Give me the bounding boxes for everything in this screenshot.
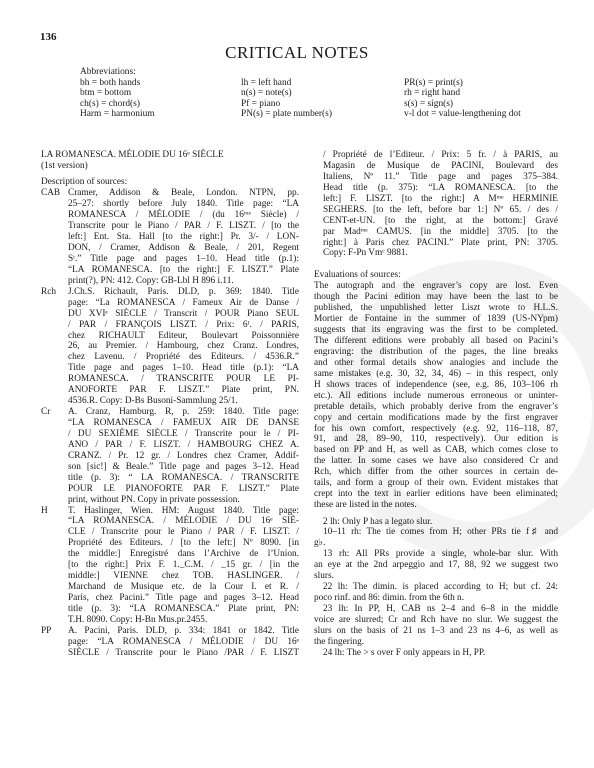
- source-entry: [41, 407, 299, 505]
- source-line: A. Cranz, Hamburg. R, p. 259: 1840. Title page:: [68, 407, 299, 418]
- abbreviations-block: [80, 67, 550, 120]
- abbreviations-table: [80, 78, 550, 120]
- source-entry: [41, 506, 299, 626]
- source-line: print, without PN. Copy in private possession.: [68, 494, 240, 505]
- source-line: Transcrite pour le Piano / PAR / F. LISZT. / [to the: [68, 221, 299, 232]
- source-line: A. Pacini, Paris. DLD, p. 334: 1841 or 1842. Title: [68, 625, 299, 636]
- evaluation-line: H shows traces of independence (see, e.g. 86, 103–106 rh: [314, 379, 558, 390]
- source-line: SEGHERS. [to the left, before bar 1:] Nº 65. / des /: [323, 204, 558, 215]
- source-line: ANO / PAR / F. LISZT. / HAMBOURG CHEZ A.: [68, 439, 299, 450]
- source-line: T. Haslinger, Wien. HM: August 1840. Title page:: [68, 505, 299, 516]
- abbreviation-entry: v-l dot = value-lengthening dot: [404, 109, 521, 120]
- note-line: an eye at the 2nd arpeggio and 17, 88, 92 we suggest two: [314, 560, 558, 571]
- source-line: page: “La ROMANESCA / Fameux Air de Danse /: [68, 297, 299, 308]
- note-line: poco rinf. and 86: dimin. from the 6th n.: [314, 593, 465, 604]
- source-line: POUR LE PIANOFORTE PAR F. LISZT.” Plate: [68, 483, 299, 494]
- source-line: / PAR / FRANÇOIS LISZT. / Prix: 6ᶠ. / PARIS,: [68, 319, 299, 330]
- note-line: slurs on the basis of 21 ns 1–3 and 23 ns 4–6, as well as: [314, 625, 558, 636]
- evaluation-line: though the Pacini edition may have been the last to be: [314, 292, 558, 303]
- source-line: CLE / Transcrite pour le Piano / PAR / F. LISZT. /: [68, 527, 299, 538]
- source-description: [68, 287, 299, 407]
- abbreviation-entry: n(s) = note(s): [241, 88, 292, 99]
- pp-source-continuation: [314, 150, 558, 259]
- evaluation-heading: Evaluations of sources:: [314, 270, 401, 281]
- source-siglum: H: [41, 505, 48, 516]
- source-line: / Propriété de l’Editeur. / Prix: 5 fr. / à PARIS, au: [323, 150, 558, 160]
- source-line: son [sic!] & Beale.” Title page and pages 3–12. Head: [68, 461, 299, 472]
- abbreviation-entry: Pf = piano: [241, 98, 281, 109]
- source-line: Paris, chez Pacini.” Title page and pages 3–12. Head: [68, 593, 299, 603]
- source-line: Copy: F-Pn Vmᶜ 9881.: [323, 248, 408, 259]
- evaluation-line: Rch, which differ from the other sources in certain de-: [314, 467, 558, 478]
- source-siglum: Rch: [41, 286, 56, 297]
- source-line: J.Ch.S. Richault, Paris. DLD, p. 369: 1840. Title: [68, 286, 299, 297]
- critical-note: [314, 549, 558, 582]
- evaluation-line: suggests that its engraving was the first to be completed.: [314, 325, 558, 336]
- source-line: title (p. 3): “ LA ROMANESCA. / TRANSCRITE: [68, 472, 299, 483]
- sources-list: [41, 188, 299, 658]
- note-line: the fingering.: [314, 636, 365, 647]
- note-line: 24 lh: The > s over F only appears in H, PP.: [323, 647, 486, 658]
- source-line: ROMANESCA. / TRANSCRITE POUR LE PI-: [68, 374, 299, 385]
- evaluation-line: crept into the text in earlier editions have been eliminated;: [314, 489, 558, 500]
- section-title: LA ROMANESCA. MÉLODIE DU 16ᵉ SIÈCLE: [41, 150, 224, 160]
- source-line: Cramer, Addison & Beale, London. NTPN, pp.: [68, 188, 299, 199]
- source-line: Sᵗ.” Title page and pages 1–10. Head title (p.1):: [68, 253, 299, 264]
- source-line: “LA ROMANESCA / FAMEUX AIR DE DANSE: [68, 418, 299, 428]
- source-line: title (p. 3): “LA ROMANESCA.” Plate print, PN:: [68, 603, 299, 614]
- source-line: 26, au Premier. / Hambourg, chez Cranz. Londres,: [68, 341, 299, 352]
- critical-note: [314, 582, 558, 604]
- source-line: chez RICHAULT Editeur, Boulevart Poissonnière: [68, 330, 299, 341]
- source-description: [68, 506, 299, 626]
- evaluation-line: engraving: the distribution of the pages, the line breaks: [314, 346, 558, 357]
- source-line: SIÈCLE / Transcrite pour le Piano /PAR / F. LISZT: [68, 647, 299, 658]
- source-description: [68, 188, 299, 286]
- source-line: DU XVIᵉ SIÈCLE / Transcrit / POUR Piano SEUL: [68, 308, 299, 319]
- abbreviation-entry: ch(s) = chord(s): [80, 98, 140, 109]
- abbreviations-heading: Abbreviations:: [80, 67, 136, 77]
- source-siglum: Cr: [41, 407, 51, 418]
- version-label: (1st version): [41, 160, 88, 171]
- source-entry: [41, 626, 299, 659]
- abbreviation-entry: rh = right hand: [404, 88, 461, 99]
- critical-note: [314, 648, 558, 659]
- evaluation-line: pretable details, which probably derive from the engraver’s: [314, 401, 558, 412]
- notes-list: [314, 517, 558, 659]
- source-entry: [41, 287, 299, 407]
- source-line: the middle:] Enregistré dans l’Archive de l’Union.: [68, 549, 299, 560]
- source-line: T.H. 8090. Copy: H-Bn Mus.pr.2455.: [68, 614, 208, 625]
- note-line: voice are slurred; Cr and Rch have no slur. We suggest the: [314, 614, 558, 625]
- source-line: Propriété des Editeurs. / [to the left:] Nº 8090. [in: [68, 538, 299, 549]
- source-line: “LA ROMANESCA. / MÉLODIE / DU 16ᵉ SIÈ-: [68, 516, 299, 527]
- source-line: Marchand de Musique etc. de la Cour I. et R. /: [68, 582, 299, 593]
- evaluation-paragraph: [314, 281, 558, 511]
- abbreviation-row: [80, 88, 550, 99]
- source-line: left:] F. LISZT. [to the right:] A Mᵐᵉ HERMINIE: [323, 193, 558, 204]
- note-line: g♭.: [314, 538, 326, 549]
- source-line: / DU SEXIÈME SIÈCLE / Transcrite pour le / PI-: [68, 428, 299, 439]
- abbreviation-entry: PR(s) = print(s): [404, 77, 463, 88]
- evaluation-line: The different editions were probably all based on Pacini’s: [314, 336, 558, 346]
- evaluation-line: copy and certain modifications made by the first engraver: [314, 412, 558, 423]
- abbreviation-entry: bh = both hands: [80, 77, 141, 88]
- evaluation-line: these are listed in the notes.: [314, 500, 417, 511]
- source-entry: [41, 188, 299, 286]
- source-line: left:] Ent. Sta. Hall [to the right:] Pr. 3/- / LON-: [68, 232, 299, 243]
- source-line: 4536.R. Copy: D-Bs Busoni-Sammlung 25/1.: [68, 396, 238, 407]
- evaluation-line: based on PP and H, as well as CAB, which comes close to: [314, 445, 558, 456]
- source-line: Italiens, Nº 11.” Title page and pages 375–384.: [323, 171, 558, 182]
- evaluation-line: published, the unpublished letter Liszt wrote to H.L.S.: [314, 303, 558, 314]
- source-line: chez Lavenu. / Propriété des Editeurs. / 4536.R.”: [68, 352, 299, 363]
- abbreviation-entry: Harm = harmonium: [80, 109, 155, 120]
- abbreviation-row: [80, 78, 550, 89]
- evaluation-line: the latter. In some cases we have also considered Cr and: [314, 456, 558, 467]
- abbreviation-entry: PN(s) = plate number(s): [241, 109, 332, 120]
- source-line: 25–27: shortly before July 1840. Title page: “LA: [68, 199, 299, 210]
- source-line: middle:] VIENNE chez TOB. HASLINGER. /: [68, 571, 299, 582]
- evaluation-line: The autograph and the engraver’s copy are lost. Even: [314, 281, 558, 292]
- source-line: Head title (p. 375): “LA ROMANESCA. [to the: [323, 182, 558, 193]
- note-line: slurs.: [314, 571, 334, 582]
- source-line: “LA ROMANESCA. [to the right:] F. LISZT.” Plate: [68, 264, 299, 275]
- evaluation-line: 91, and 28, 89–90, 110, respectively). Our edition is: [314, 434, 558, 445]
- page-title: CRITICAL NOTES: [225, 43, 369, 62]
- evaluation-line: Mortier de Fontaine in the summer of 1839 (US-NYpm): [314, 314, 558, 325]
- abbreviation-row: [80, 109, 550, 120]
- source-siglum: CAB: [41, 188, 61, 199]
- evaluation-line: and other formal details show analogies and include the: [314, 357, 558, 368]
- source-line: ANOFORTE PAR F. LISZT.” Plate print, PN.: [68, 385, 299, 396]
- note-line: 13 rh: All PRs provide a single, whole-bar slur. With: [323, 549, 558, 560]
- evaluation-line: etc.). All editions include numerous erroneous or uninter-: [314, 390, 558, 401]
- source-line: DON, / Cramer, Addison & Beale, / 201, Regent: [68, 243, 299, 253]
- abbreviation-entry: s(s) = sign(s): [404, 98, 454, 109]
- right-column: [314, 150, 558, 659]
- page-number: 136: [40, 31, 57, 43]
- source-line: page: “LA ROMANESCA / MÉLODIE / DU 16ᵉ: [68, 636, 299, 647]
- note-line: 23 lh: In PP, H, CAB ns 2–4 and 6–8 in the middle: [323, 604, 558, 614]
- source-description: [68, 626, 299, 659]
- source-line: ROMANESCA / MÉLODIE / (du 16ᵐᵉ Siècle) /: [68, 210, 299, 221]
- source-line: print(?), PN: 412. Copy: GB-Lbl H 896 i.11.: [68, 275, 234, 286]
- source-line: Magasin de Musique de PACINI, Boulevard des: [323, 160, 558, 171]
- critical-note: [314, 604, 558, 648]
- evaluation-line: tails, and form a group of their own. Evident mistakes that: [314, 478, 558, 489]
- source-line: CRANZ. / Pr. 12 gr. / Londres chez Cramer, Addif-: [68, 450, 299, 461]
- source-line: right:] à Paris chez PACINI.” Plate print, PN: 3705.: [323, 237, 558, 248]
- source-line: par Madᵐᵉ CAMUS. [in the middle] 3705. [to the: [323, 226, 558, 237]
- abbreviation-entry: btm = bottom: [80, 88, 132, 99]
- note-line: 10–11 rh: The tie comes from H; other PRs tie f♯ and: [323, 527, 558, 538]
- source-line: Title page and pages 1–10. Head title (p.1): “LA: [68, 363, 299, 374]
- abbreviation-entry: lh = left hand: [241, 77, 292, 88]
- note-line: 2 lh: Only P has a legato slur.: [323, 516, 433, 527]
- note-line: 22 lh: The dimin. is placed according to H; but cf. 24:: [323, 582, 558, 593]
- critical-note: [314, 527, 558, 549]
- abbreviation-row: [80, 99, 550, 110]
- source-line: CENT-et-UN. [to the right, at the bottom:] Gravé: [323, 215, 558, 226]
- description-heading: Description of sources:: [41, 177, 128, 188]
- source-line: [to the right:] Prix F. 1._C.M. / _15 gr. / [in the: [68, 560, 299, 571]
- left-column: [41, 150, 299, 659]
- source-description: [68, 407, 299, 505]
- critical-note: [314, 517, 558, 528]
- source-siglum: PP: [41, 625, 52, 636]
- evaluation-line: for his own comfort, respectively (e.g. 92, 116–118, 87,: [314, 423, 558, 434]
- evaluation-line: same mistakes (e.g. 30, 32, 34, 46) – in this respect, only: [314, 368, 558, 379]
